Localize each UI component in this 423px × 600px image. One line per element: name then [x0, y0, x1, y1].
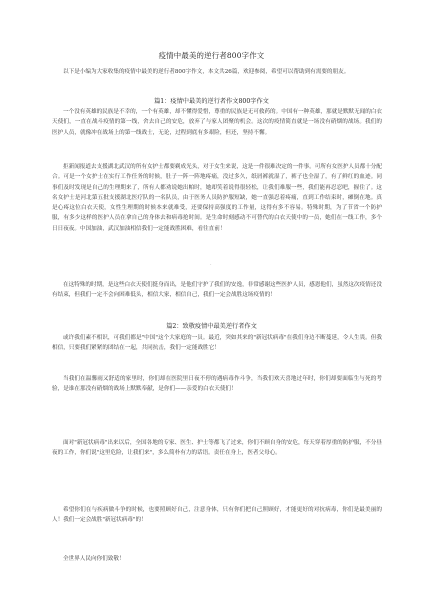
paragraph-1: 一个没有英雄的民族是不幸的，一个有英雄，却不懂得爱惜，尊重的民族是无可救药的。中国有一种英雄，那就是默默无闻的白衣天使们，一直在战斗疫情的第一线，舍去自己的安危，放弃了与家人团聚的机会。这次的疫情简直就是一场没有硝烟的战场。我们的医护人员，就像冲在战场上的第一线战士，无论，过程到底有多艰险，但还，坚持不懈。: [52, 109, 382, 136]
paragraph-3: 在这特殊的时期，是这些白衣天使们挺身而出，是他们守护了我们的安逸，非常感谢这些医护人员，感恩他们，虽然这次疫情还没有结束，但我们一定不会向困难低头，相信大家，相信自己，我们一定会战胜这场疫情的！: [52, 282, 382, 299]
section-heading-1: 篇1：疫情中最美的逆行者作文800字作文: [154, 98, 269, 105]
paragraph-8: 全世界人民向你们致敬！: [63, 556, 125, 562]
paragraph-6: 面对"新冠状病毒"出来以后，全国各地的专家、医生、护士等都飞了过来，你们不顾自身的安危，每天穿着厚重的防护服，不分昼夜的工作，你们说"这里危险，让我们来"，多么简朴有力的话语。责任在身上，医者父母心。: [52, 440, 382, 457]
paragraph-7: 希望你们在与疾病做斗争的时候，也要照顾好自己，注意身体，只有你们把自己照顾好，才能更好的对抗病毒，你们是最美丽的人！我们一定会战胜"新冠状病毒"的！: [52, 507, 382, 524]
separator-dot: ·: [210, 262, 212, 268]
paragraph-2: 拒新闻报道去支援湖北武汉的所有女护士都要剃成光头，对于女生来说，这是一件很难决定的一件事。可所有女医护人员都十分配合。可是一个女护士在实行工作任务的时候，肚子一阵一阵地疼痛，没过多久，纸屑裤就湿了，裤子也全湿了，有了鲜红的血迹。同事们及时发现是自己的生理期来了，所有人都劝说她出帕时，她却笑着说得很轻松，让我们难服一些，我们能再忍忍吧，握住了。这名女护士是河北第五批支援湖北医疗队的一名队员，由于医务人员防护服短缺，她一直强忍着疼痛，直到工作结束时，瘫倒在地。真是心疼这位白衣天使，女性生理期的时候本来就难受，还要保持高强度的工作量，这得有多不容易。特殊时期，为了节省一个防护服，有多少这样的医护人员在拿自己的身体去和病毒抢时间。是生命时刻感动不可替代的白衣天使中的一员，她们在一线工作，多个日日夜夜。中国加油，武汉加油相信我们一定能战胜困难，看往直前！: [52, 164, 382, 232]
paragraph-5: 当我们在温馨雨又舒适的家里时，你们却在医院里日夜不停的遇病毒作斗争，当我们欢天喜地过年时，你们却要面临生与死的考验，是谁在那没有硝烟的战场上默默奉献，是你们——亲爱的白衣天使们！: [52, 376, 382, 393]
section-heading-2: 篇2：致敬疫情中最美逆行者作文: [166, 323, 257, 330]
intro-paragraph: 以下是小编为大家收集的疫情中最美的逆行者800字作文，本文共26篇，欢迎参阅，希望可以帮助到有需要的朋友。: [63, 69, 350, 75]
paragraph-4: 或许我们素不相识，可我们都是"中国"这个大家庭的一员。最近，突如其来的"新冠状病毒"在我们身边不断蔓延，令人生畏。但我相信，只要我们紧紧的团结在一起，共同抗击，我们一定能战胜它！: [52, 335, 382, 352]
document-title: 疫情中最美的逆行者800字作文: [158, 51, 265, 60]
